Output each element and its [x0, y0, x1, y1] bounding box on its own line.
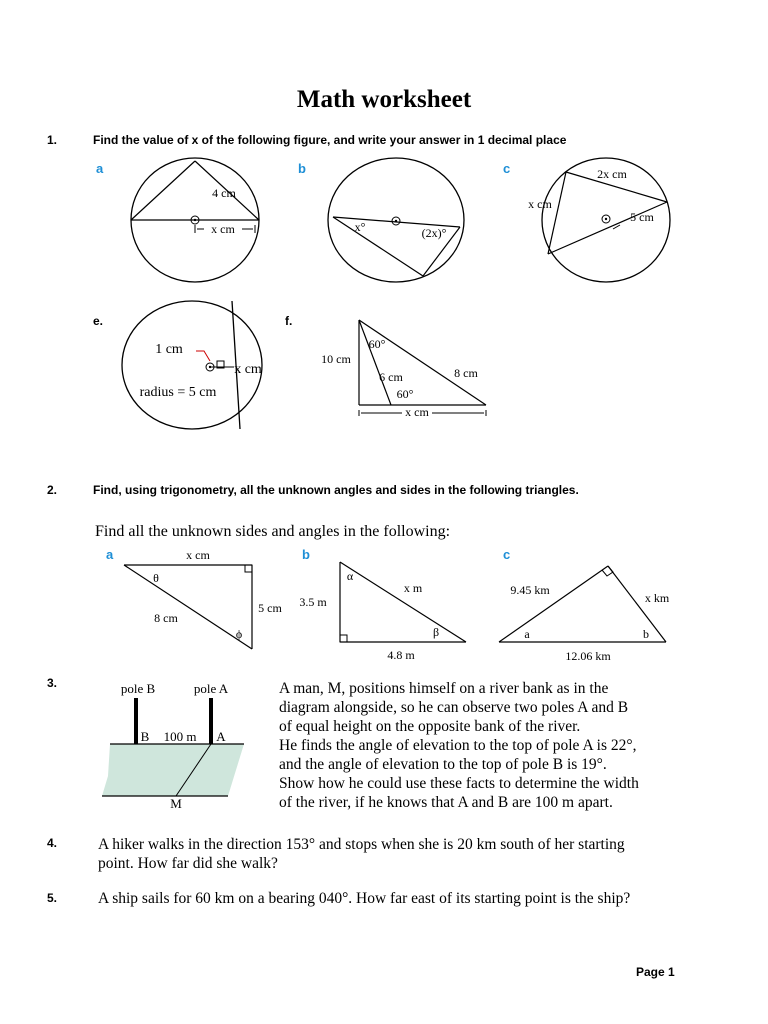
q1-label-e: e.	[93, 314, 104, 328]
fig-b-angle-x: x°	[354, 220, 366, 234]
fig-f-angle-top: 60°	[368, 337, 386, 351]
q3-line: A man, M, positions himself on a river bank as in the	[279, 680, 609, 697]
tri-b-base-label: 4.8 m	[387, 648, 415, 662]
q3-line: and the angle of elevation to the top of pole B is 19°.	[279, 756, 607, 773]
fig-e-chord-label: x cm	[234, 362, 262, 377]
q1-figure-a	[124, 155, 270, 285]
fig-a-chord-label: 4 cm	[212, 186, 236, 200]
q2-triangle-a	[118, 548, 293, 653]
q2-triangle-c	[496, 560, 676, 665]
tri-b-beta: β	[432, 625, 440, 639]
page-title: Math worksheet	[296, 86, 472, 113]
fig-f-left-label: 10 cm	[321, 352, 351, 366]
point-m-label: M	[170, 796, 182, 811]
fig-e-radius-label: radius = 5 cm	[139, 385, 217, 400]
q3-line: of the river, if he knows that A and B are 100 m apart.	[279, 794, 613, 811]
q1-label-b: b	[298, 161, 306, 176]
distance-label: 100 m	[163, 729, 197, 744]
pole-b-label: pole B	[120, 681, 156, 696]
q3-line: He finds the angle of elevation to the top of pole A is 22°,	[279, 737, 637, 754]
question-4-text	[98, 835, 738, 873]
pole-a-label: pole A	[193, 681, 229, 696]
tri-c-left-label: 9.45 km	[510, 583, 550, 597]
question-3-text	[279, 679, 749, 812]
tri-b-hyp-label: x m	[403, 581, 423, 595]
question-4-number: 4.	[47, 836, 58, 850]
q1-label-a: a	[96, 161, 104, 176]
q4-line: A hiker walks in the direction 153° and stops when she is 20 km south of her starting	[98, 836, 625, 853]
q2-triangle-b	[296, 560, 471, 664]
q1-figure-f	[316, 315, 496, 420]
q3-line: of equal height on the opposite bank of the river.	[279, 718, 581, 735]
question-2-text: Find, using trigonometry, all the unknown angles and sides in the following triangles.	[93, 483, 579, 497]
q1-label-c: c	[503, 161, 511, 176]
fig-c-left-label: x cm	[528, 197, 552, 211]
tri-c-right-label: x km	[644, 591, 670, 605]
q1-label-f: f.	[285, 314, 293, 328]
q3-line: diagram alongside, so he can observe two poles A and B	[279, 699, 629, 716]
tri-c-angle-a: a	[524, 627, 530, 641]
question-5-text: A ship sails for 60 km on a bearing 040°. How far east of its starting point is the ship?	[98, 890, 631, 907]
q3-line: Show how he could use these facts to determine the width	[279, 775, 639, 792]
q1-figure-e	[114, 295, 274, 435]
q2-label-c: c	[503, 547, 511, 562]
fig-c-top-label: 2x cm	[597, 167, 627, 181]
q2-heading: Find all the unknown sides and angles in the following:	[95, 523, 451, 540]
question-3-number: 3.	[47, 676, 58, 690]
fig-a-radius-label: x cm	[211, 222, 235, 236]
q3-river-diagram	[98, 676, 258, 811]
question-1-text: Find the value of x of the following figure, and write your answer in 1 decimal place	[93, 133, 567, 147]
point-b-label: B	[140, 729, 150, 744]
tri-a-top-label: x cm	[186, 548, 210, 562]
fig-f-right-label: 8 cm	[454, 366, 478, 380]
tri-a-theta: θ	[153, 571, 159, 585]
fig-e-distance-label: 1 cm	[155, 342, 183, 357]
point-a-label: A	[216, 729, 226, 744]
page-number: Page 1	[636, 965, 675, 979]
fig-b-angle-2x: (2x)°	[421, 226, 447, 240]
q4-line: point. How far did she walk?	[98, 855, 278, 872]
tri-b-left-label: 3.5 m	[299, 595, 327, 609]
fig-f-mid-label: 6 cm	[379, 370, 403, 384]
q2-label-a: a	[106, 547, 114, 562]
q1-figure-b	[318, 155, 473, 285]
fig-c-radius-label: 5 cm	[630, 210, 654, 224]
tri-c-angle-b: b	[643, 627, 649, 641]
q2-label-b: b	[302, 547, 310, 562]
q1-figure-c	[520, 150, 680, 285]
tri-a-phi: ϕ	[235, 627, 243, 641]
tri-c-base-label: 12.06 km	[565, 649, 611, 663]
fig-f-base-label: x cm	[405, 405, 429, 419]
question-2-number: 2.	[47, 483, 58, 497]
tri-a-hyp-label: 8 cm	[154, 611, 178, 625]
tri-a-right-label: 5 cm	[258, 601, 282, 615]
question-1-number: 1.	[47, 133, 58, 147]
fig-f-angle-mid: 60°	[396, 387, 414, 401]
tri-b-alpha: α	[346, 569, 354, 583]
question-5-number: 5.	[47, 891, 58, 905]
